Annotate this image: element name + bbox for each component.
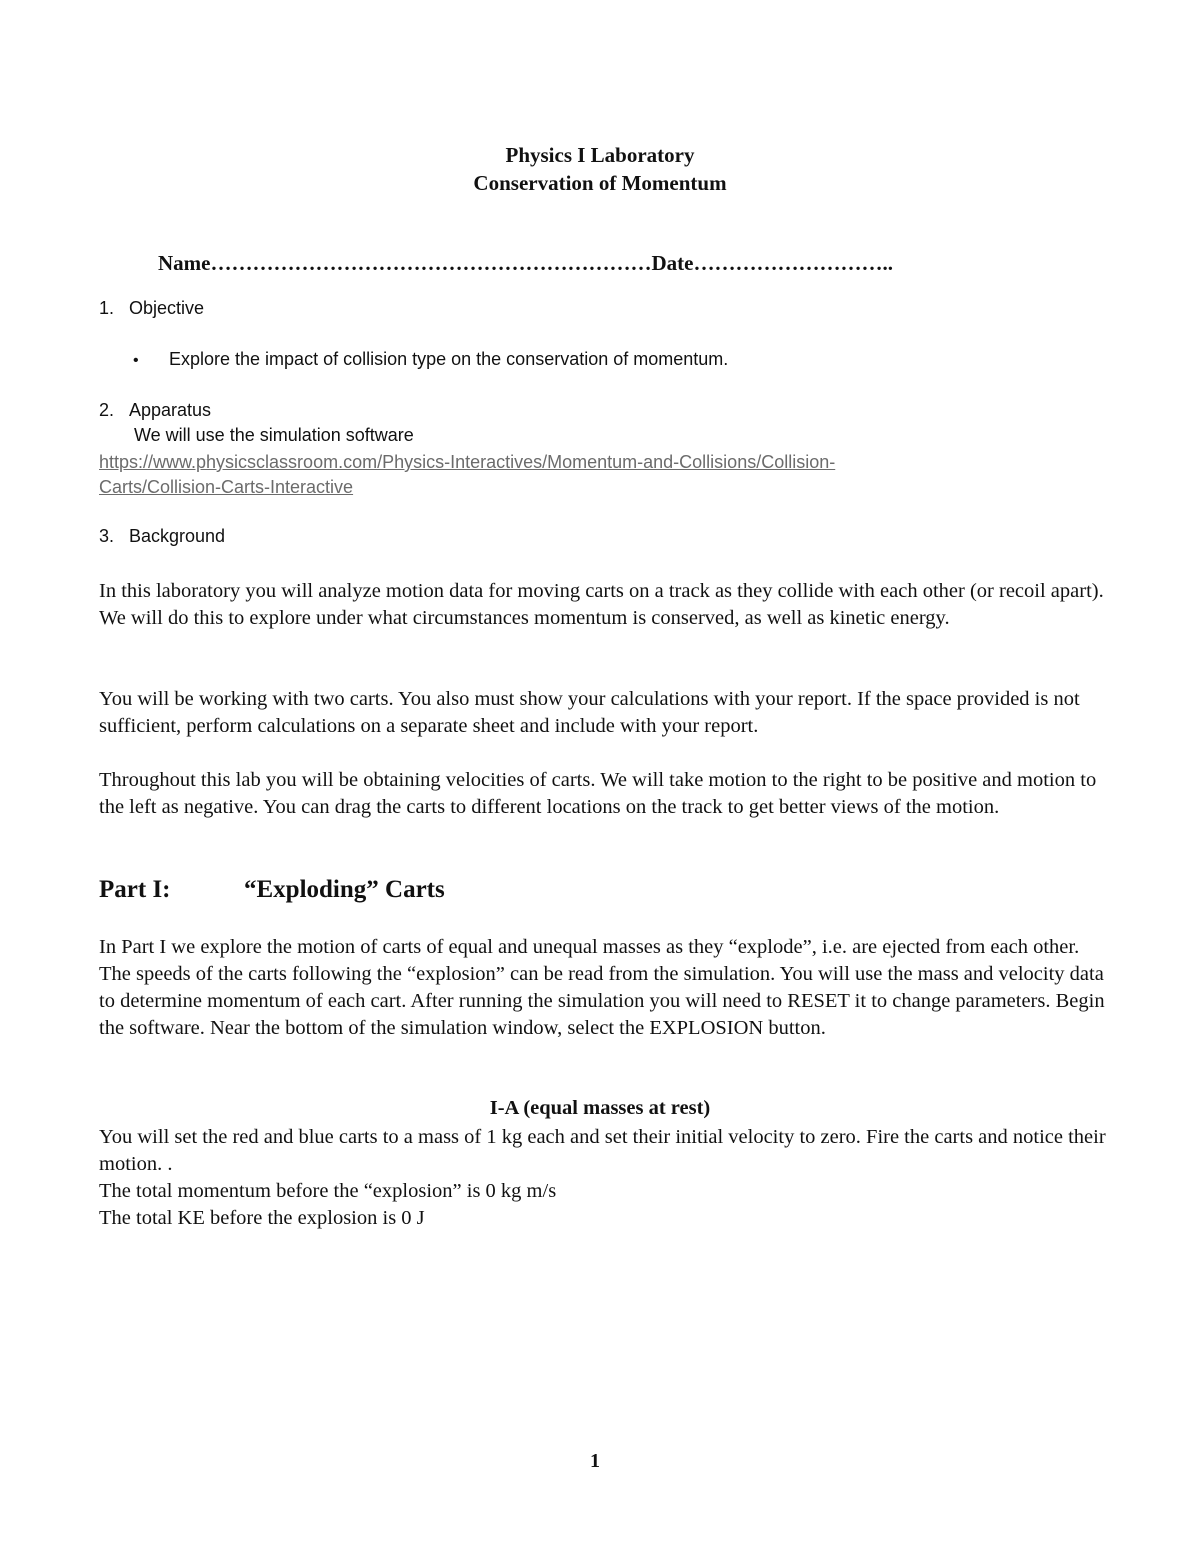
section-number: 2. (99, 400, 115, 420)
background-paragraph-1: In this laboratory you will analyze motion data for moving carts on a track as they collide with each other (or recoil apart). We will do this to explore under what circumstances momentum is conserved, as well as kinetic energy. (99, 580, 1104, 629)
document-title: Physics I Laboratory (505, 143, 695, 167)
section-title: Apparatus (129, 400, 212, 420)
simulation-link-line1[interactable]: https://www.physicsclassroom.com/Physics-Interactives/Momentum-and-Collisions/Collision- (99, 452, 836, 472)
background-paragraph-3: Throughout this lab you will be obtaining velocities of carts. We will take motion to the right to be positive and motion to the left as negative. You can drag the carts to different locations on the track to get better views of the motion. (99, 769, 1097, 818)
objective-list-item (133, 349, 728, 370)
section-number: 3. (99, 526, 115, 546)
bullet: • (133, 352, 139, 369)
name-date-line: Name………………………………………………………Date……………………….. (158, 251, 893, 275)
simulation-link-line2[interactable]: Carts/Collision-Carts-Interactive (99, 477, 354, 497)
subsection-ia-line2: The total momentum before the “explosion” is 0 kg m/s (99, 1180, 557, 1202)
background-paragraph-2: You will be working with two carts. You also must show your calculations with your report. If the space provided is not sufficient, perform calculations on a separate sheet and include with your report. (99, 688, 1080, 737)
simulation-link[interactable] (99, 450, 835, 500)
document-subtitle: Conservation of Momentum (473, 171, 727, 195)
section-apparatus-heading (99, 400, 211, 421)
section-title: Objective (129, 298, 205, 318)
part1-intro-paragraph: In Part I we explore the motion of carts of equal and unequal masses as they “explode”, i.e. are ejected from each other. The speeds of the carts following the “explosion” can be read from the simulation. You will use the mass and velocity data to determine momentum of each cart. After running the simulation you will need to RESET it to change parameters. Begin the software. Near the bottom of the simulation window, select the EXPLOSION button. (99, 936, 1105, 1039)
objective-text: Explore the impact of collision type on the conservation of momentum. (169, 349, 729, 369)
section-background-heading (99, 526, 225, 547)
subsection-ia-heading: I-A (equal masses at rest) (489, 1097, 711, 1119)
part1-title: “Exploding” Carts (244, 876, 445, 903)
apparatus-text: We will use the simulation software (134, 425, 414, 445)
part1-heading (99, 876, 445, 904)
subsection-ia-line3: The total KE before the explosion is 0 J (99, 1207, 425, 1229)
page-number: 1 (590, 1450, 600, 1472)
subsection-ia-line1: You will set the red and blue carts to a mass of 1 kg each and set their initial velocity to zero. Fire the carts and notice their motion. . (99, 1126, 1106, 1175)
section-title: Background (129, 526, 226, 546)
part1-label: Part I: (99, 876, 171, 903)
section-number: 1. (99, 298, 115, 318)
section-objective-heading (99, 298, 204, 319)
